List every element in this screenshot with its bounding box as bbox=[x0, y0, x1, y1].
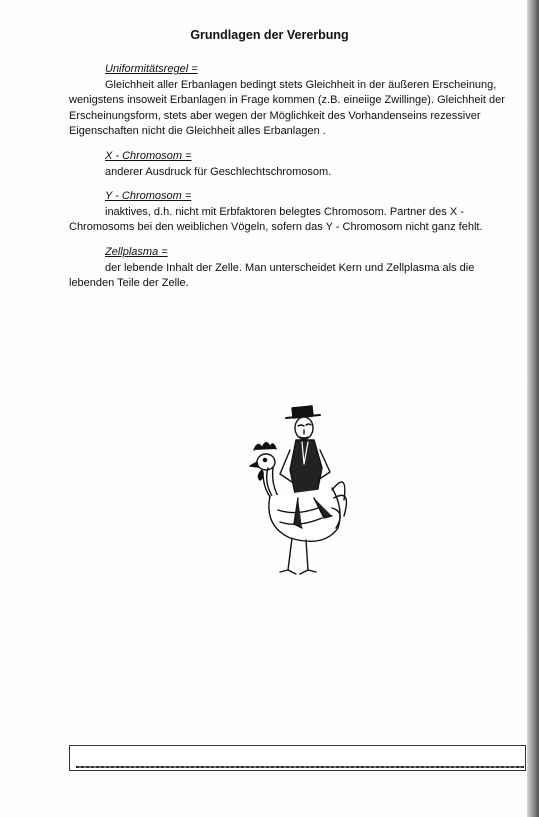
page-title: Grundlagen der Vererbung bbox=[190, 28, 349, 42]
entry-definition-line: Eigenschaften nicht die Gleichheit alles Erbanlagen . bbox=[69, 125, 326, 137]
scan-edge bbox=[527, 0, 539, 817]
entry-definition-line: wenigstens insoweit Erbanlagen in Frage kommen (z.B. eineiige Zwillinge). Gleichheit der bbox=[69, 94, 505, 106]
glossary-entry-y-chromosom bbox=[69, 189, 527, 236]
entry-definition-line: der lebende Inhalt der Zelle. Man unterscheidet Kern und Zellplasma als die bbox=[105, 261, 475, 274]
entry-definition-line: Gleichheit aller Erbanlagen bedingt stets Gleichheit in der äußeren Erscheinung, bbox=[105, 78, 497, 91]
entry-term: Y - Chromosom = bbox=[105, 190, 192, 202]
entry-definition-line: Erscheinungsform, stets aber wegen der Möglichkeit des Vorhandenseins rezessiver bbox=[69, 109, 481, 122]
entry-definition-line: Chromosoms bei den weiblichen Vögeln, sofern das Y - Chromosom nicht ganz fehlt. bbox=[69, 221, 483, 233]
bleed-through-text bbox=[60, 40, 515, 730]
entry-term: Zellplasma = bbox=[105, 246, 168, 258]
entry-term: X - Chromosom = bbox=[105, 150, 192, 162]
glossary-entry-x-chromosom bbox=[69, 149, 527, 180]
entry-definition-line: anderer Ausdruck für Geschlechtschromosom. bbox=[105, 165, 332, 178]
footer-rule bbox=[76, 766, 524, 768]
glossary-entry-zellplasma bbox=[69, 245, 527, 292]
entry-definition-line: inaktives, d.h. nicht mit Erbfaktoren belegtes Chromosom. Partner des X - bbox=[105, 205, 464, 218]
glossary-entry-uniformitaetsregel bbox=[69, 62, 527, 140]
entry-definition-line: lebenden Teile der Zelle. bbox=[69, 277, 189, 289]
man-riding-rooster-drawing bbox=[240, 400, 350, 590]
entry-term: Uniformitätsregel = bbox=[105, 63, 198, 75]
